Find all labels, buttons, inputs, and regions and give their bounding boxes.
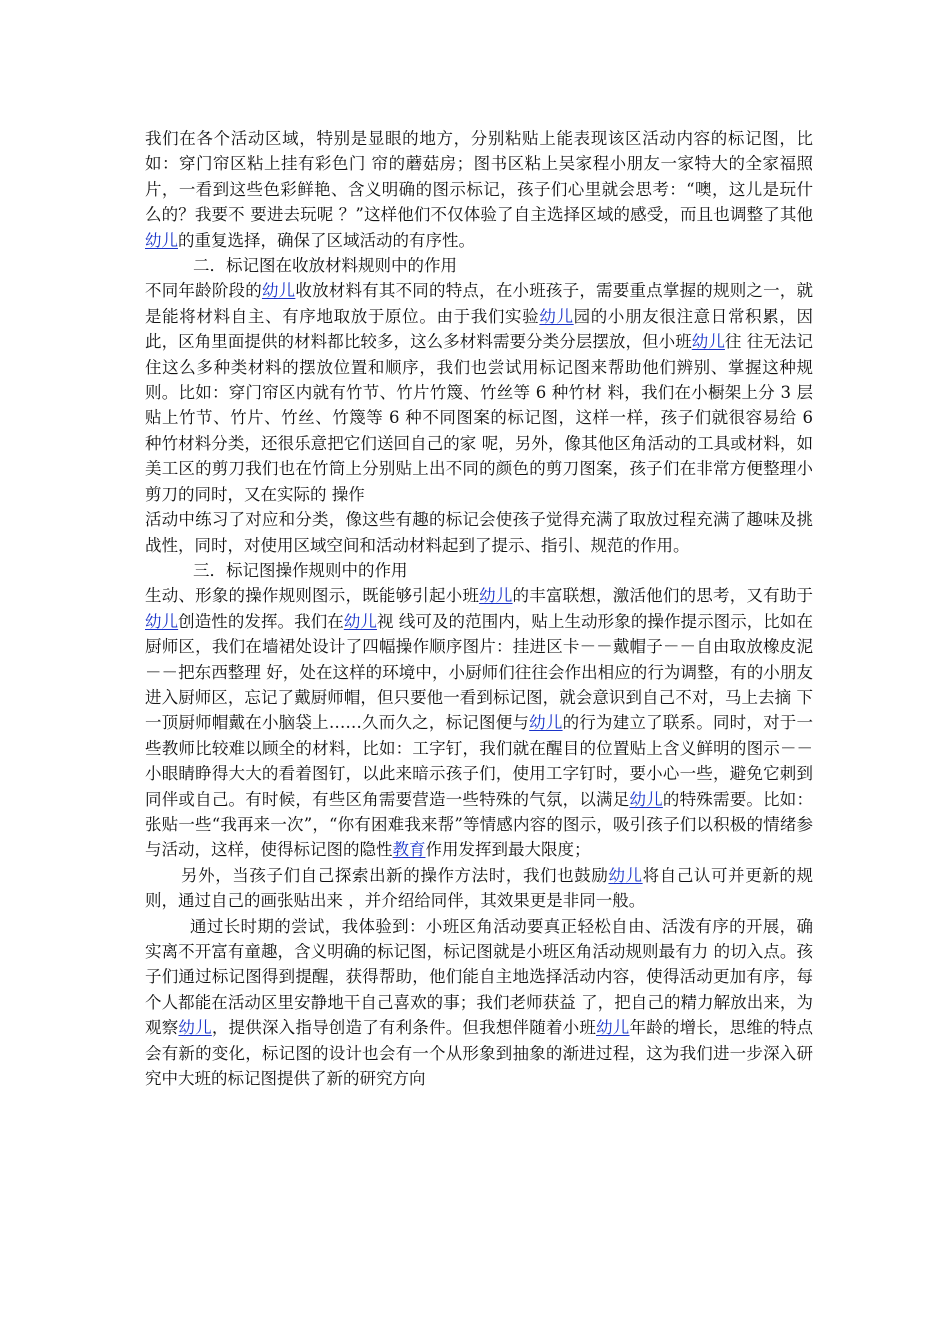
text-run: 园的小朋友很注意日常积累，因此，区角里面提供的材料都比较多，这么多材料需要分类分层摆放，但小班 (145, 306, 814, 352)
text-run: 往 往无法记住这么多种类材料的摆放位置和顺序，我们也尝试用标记图来帮助他们辨别、掌握这种规则。比如：穿门帘区内就有竹节、竹片竹篾、竹丝等 6 种竹材 料，我们在小橱架上分 3 层贴上竹节、竹片、竹丝、竹篾等 6 种不同图案的标记图，这样一样，孩子们就很容易给 6 种竹材料分类，还很乐意把它们送回自己的家 呢，另外，像其他区角活动的工具或材料，如美工区的剪刀我们也在竹筒上分别贴上出不同的颜色的剪刀图案，孩子们在非常方便整理小剪刀的同时，又在实际的 操作 (145, 332, 814, 504)
text-run: 通过长时期的尝试，我体验到：小班区角活动要真正轻松自由、活泼有序的开展，确实离不开富有童趣，含义明确的标记图，标记图就是小班区角活动规则最有力 的切入点。孩子们通过标记图得到提醒，获得帮助，他们能自主地选择活动内容，使得活动更加有序，每个人都能在活动区里安静地干自己喜欢的事；我们老师获益 了，把自己的精力解放出来，为观察 (145, 916, 813, 1038)
text-run: 不同年龄阶段的 (145, 281, 262, 301)
text-run: 我们在各个活动区域，特别是显眼的地方，分别粘贴上能表现该区活动内容的标记图，比如：穿门帘区粘上挂有彩色门 帘的蘑菇房；图书区粘上吴家程小朋友一家特大的全家福照片，一看到这些色彩鲜艳、含义明确的图示标记，孩子们心里就会思考：“噢，这儿是玩什么的？我要不 要进去玩呢 ？”这样他们不仅体验了自主选择区域的感受，而且也调整了其他 (145, 129, 813, 225)
keyword-link[interactable]: 幼儿 (629, 789, 663, 809)
text-run: 的重复选择，确保了区域活动的有序性。 (178, 230, 475, 250)
paragraph-materials (145, 278, 813, 507)
text-run: 收放材料有其不同的特点，在小班孩子，需要重点掌握的规则之一，就是能将材料自主、有序地取放于原位。由于我们实验 (145, 281, 814, 326)
keyword-link[interactable]: 幼儿 (261, 281, 296, 301)
text-run: 二．标记图在收放材料规则中的作用 (193, 256, 457, 276)
keyword-link[interactable]: 幼儿 (145, 230, 178, 250)
keyword-link[interactable]: 幼儿 (178, 1018, 212, 1038)
keyword-link[interactable]: 幼儿 (691, 332, 725, 352)
text-run: 的丰富联想，激活他们的思考，又有助于 (512, 586, 814, 606)
text-run: 生动、形象的操作规则图示，既能够引起小班 (145, 586, 480, 606)
keyword-link[interactable]: 幼儿 (596, 1018, 630, 1038)
text-run: 活动中练习了对应和分类，像这些有趣的标记会使孩子觉得充满了取放过程充满了趣味及挑战性，同时，对使用区域空间和活动材料起到了提示、指引、规范的作用。 (145, 510, 813, 555)
text-run: 将自己认可并更新的规则，通过自己的画张贴出来 ，并介绍给同伴，其效果更是非同一般。 (145, 865, 814, 911)
keyword-link[interactable]: 幼儿 (145, 611, 179, 631)
section-heading-3 (145, 558, 813, 583)
text-run: 年龄的增长，思维的特点会有新的变化，标记图的设计也会有一个从形象到抽象的渐进过程，这为我们进一步深入研究中大班的标记图提供了新的研究方向 (145, 1018, 814, 1089)
text-run: 创造性的发挥。我们在 (178, 611, 344, 631)
keyword-link[interactable]: 幼儿 (529, 713, 563, 733)
text-run: 作用发挥到最大限度； (425, 840, 591, 860)
keyword-link[interactable]: 幼儿 (608, 865, 643, 885)
keyword-link[interactable]: 幼儿 (539, 306, 574, 326)
paragraph-intro (145, 126, 813, 253)
text-run: 的行为建立了联系。同时，对于一些教师比较难以顾全的材料，比如：工字钉，我们就在醒目的位置贴上含义鲜明的图示－－小眼睛睁得大大的看着图钉，以此来暗示孩子们，使用工字钉时，要小心一些，避免它刺到同伴或自己。有时候，有些区角需要营造一些特殊的气氛，以满足 (145, 713, 814, 809)
section-heading-2 (145, 253, 813, 278)
text-run: 视 线可及的范围内，贴上生动形象的操作提示图示，比如在厨师区，我们在墙裙处设计了四幅操作顺序图片：挂进区卡－－戴帽子－－自由取放橡皮泥－－把东西整理 好，处在这样的环境中，小厨师们往往会作出相应的行为调整，有的小朋友进入厨师区，忘记了戴厨师帽，但只要他一看到标记图，就会意识到自己不对，马上去摘 下一顶厨师帽戴在小脑袋上……久而久之，标记图便与 (145, 611, 814, 733)
paragraph-operation (145, 583, 813, 862)
keyword-link[interactable]: 教育 (392, 840, 426, 860)
paragraph-materials-cont (145, 507, 813, 558)
paragraph-conclusion (145, 914, 813, 1092)
keyword-link[interactable]: 幼儿 (479, 586, 513, 606)
text-run: 的特殊需要。比如：张贴一些“我再来一次”，“你有困难我来帮”等情感内容的图示，吸引孩子们以积极的情绪参与活动，这样，使得标记图的隐性 (145, 789, 814, 860)
text-run: 三．标记图操作规则中的作用 (193, 560, 408, 580)
keyword-link[interactable]: 幼儿 (343, 611, 377, 631)
paragraph-encourage (145, 863, 813, 914)
text-run: ，提供深入指导创造了有利条件。但我想伴随着小班 (211, 1018, 597, 1038)
document-page (145, 126, 813, 1091)
text-run: 另外，当孩子们自己探索出新的操作方法时，我们也鼓励 (181, 865, 609, 885)
